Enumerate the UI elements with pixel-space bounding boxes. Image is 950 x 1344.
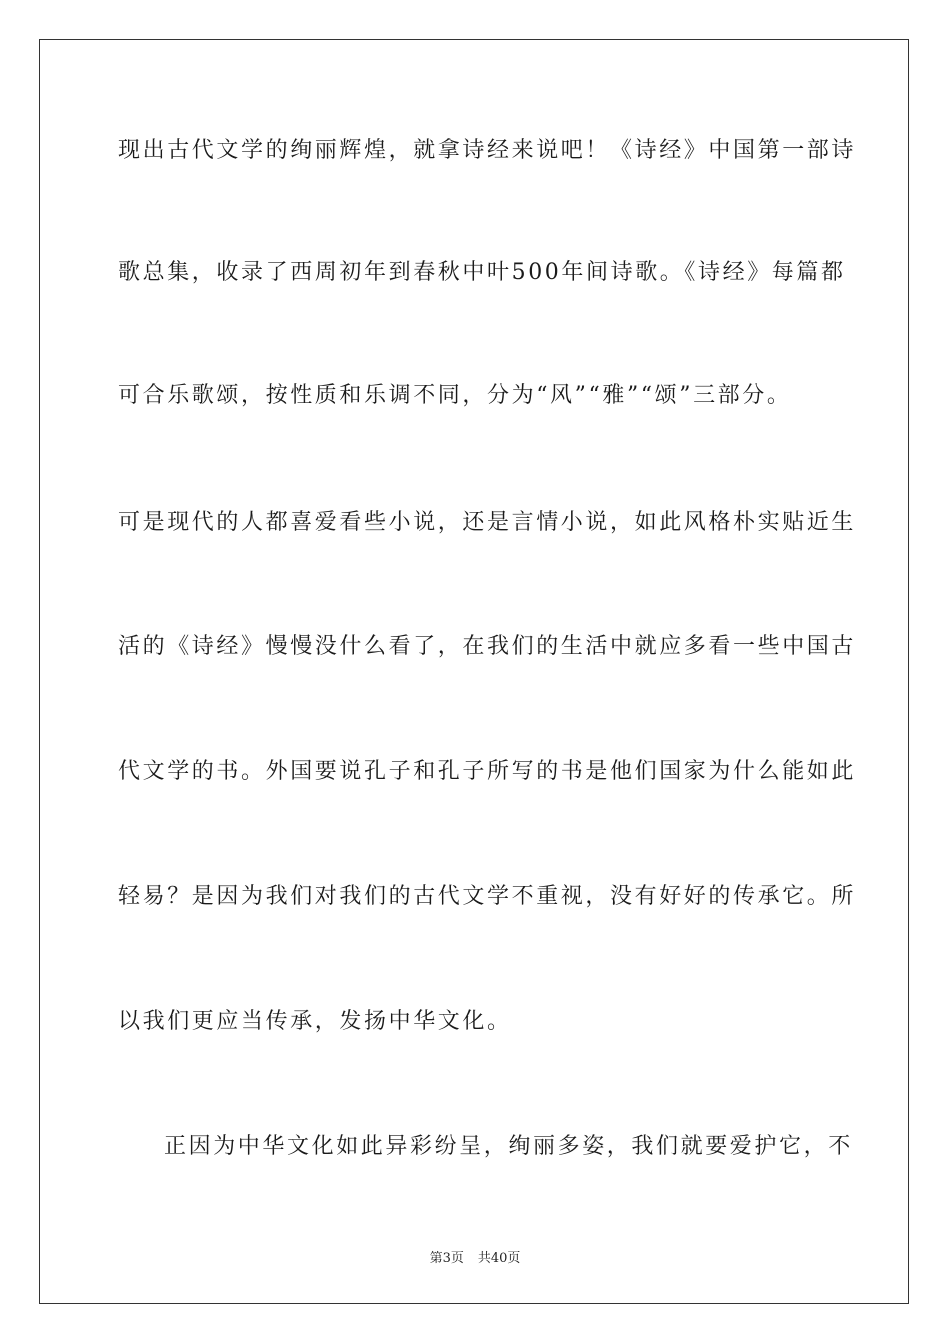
page-number: 第3页 xyxy=(429,1251,464,1266)
page-total: 共40页 xyxy=(477,1251,521,1266)
text-line: 可合乐歌颂，按性质和乐调不同，分为“风”“雅”“颂”三部分。 xyxy=(118,383,792,408)
page-footer xyxy=(0,1247,950,1266)
text-line: 歌总集，收录了西周初年到春秋中叶500年间诗歌。《诗经》每篇都 xyxy=(118,260,846,285)
text-line: 活的《诗经》慢慢没什么看了，在我们的生活中就应多看一些中国古 xyxy=(118,634,857,659)
text-line: 现出古代文学的绚丽辉煌，就拿诗经来说吧！《诗经》中国第一部诗 xyxy=(118,138,857,163)
page-border xyxy=(39,39,909,1304)
paragraph-first-line: 正因为中华文化如此异彩纷呈，绚丽多姿，我们就要爱护它，不 xyxy=(164,1134,853,1159)
text-line: 可是现代的人都喜爱看些小说，还是言情小说，如此风格朴实贴近生 xyxy=(118,510,857,535)
text-line: 轻易？是因为我们对我们的古代文学不重视，没有好好的传承它。所 xyxy=(118,884,857,909)
text-line: 代文学的书。外国要说孔子和孔子所写的书是他们国家为什么能如此 xyxy=(118,759,857,784)
text-line: 以我们更应当传承，发扬中华文化。 xyxy=(118,1009,512,1034)
